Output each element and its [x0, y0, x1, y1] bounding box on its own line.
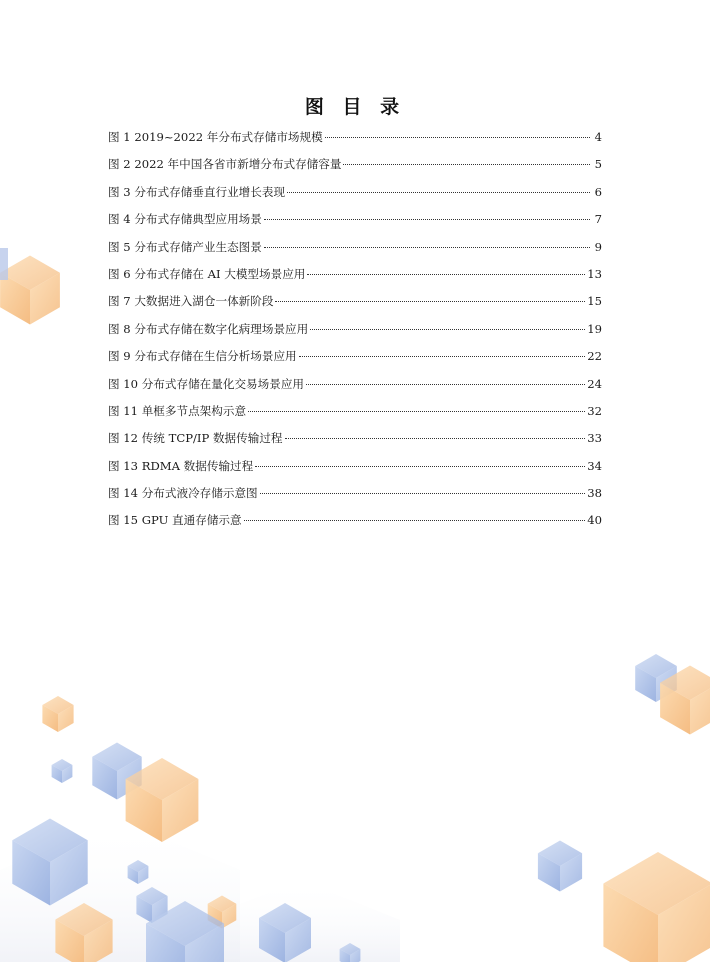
- toc-entry-page-number: 9: [594, 239, 602, 254]
- toc-entry[interactable]: [108, 428, 602, 455]
- toc-entry-page-number: 24: [587, 376, 602, 391]
- toc-entry-page-number: 15: [587, 294, 602, 309]
- toc-entry[interactable]: [108, 456, 602, 483]
- toc-entry-label: 图 1 2019~2022 年分布式存储市场规模: [108, 130, 323, 144]
- toc-entry-page-number: 32: [587, 403, 602, 418]
- toc-entry[interactable]: [108, 237, 602, 264]
- dot-leader: [244, 519, 586, 521]
- toc-entry-label: 图 2 2022 年中国各省市新增分布式存储容量: [108, 157, 342, 172]
- toc-entry-label: 图 14 分布式液冷存储示意图: [108, 486, 258, 501]
- dot-leader: [310, 328, 585, 330]
- dot-leader: [287, 191, 590, 193]
- toc-entry-label: 图 11 单框多节点架构示意: [108, 403, 247, 418]
- toc-entry-label: 图 4 分布式存储典型应用场景: [108, 212, 262, 227]
- toc-entry[interactable]: [108, 182, 602, 209]
- dot-leader: [307, 273, 585, 275]
- toc-entry[interactable]: [108, 264, 602, 291]
- toc-entry[interactable]: [108, 319, 602, 346]
- toc-entry-label: 图 15 GPU 直通存储示意: [108, 513, 242, 528]
- toc-entry-page-number: 38: [587, 486, 602, 501]
- toc-entry[interactable]: [108, 346, 602, 373]
- toc-entry-page-number: 7: [594, 212, 602, 227]
- toc-entry[interactable]: [108, 127, 602, 154]
- toc-entry[interactable]: [108, 374, 602, 401]
- toc-entry-label: 图 10 分布式存储在量化交易场景应用: [108, 376, 305, 391]
- toc-entry-label: 图 12 传统 TCP/IP 数据传输过程: [108, 431, 283, 446]
- toc-entry-page-number: 33: [587, 431, 602, 446]
- toc-entry-label: 图 6 分布式存储在 AI 大模型场景应用: [108, 266, 306, 281]
- toc-entry-page-number: 13: [587, 266, 602, 281]
- toc-entry-page-number: 34: [587, 458, 602, 473]
- toc-entry-page-number: 6: [594, 184, 602, 199]
- dot-leader: [264, 246, 590, 248]
- left-edge-cube: [0, 256, 60, 325]
- toc-entry-label: 图 8 分布式存储在数字化病理场景应用: [108, 321, 309, 336]
- toc-entry-label: 图 5 分布式存储产业生态图景: [108, 239, 262, 254]
- dot-leader: [264, 218, 590, 220]
- dot-leader: [306, 383, 585, 385]
- toc-entry-page-number: 19: [587, 321, 602, 336]
- toc-entry-page-number: 40: [587, 513, 602, 528]
- page-title: 图 目 录: [304, 96, 406, 118]
- toc-entry-page-number: 22: [587, 349, 602, 364]
- dot-leader: [325, 136, 590, 138]
- dot-leader: [299, 355, 586, 357]
- dot-leader: [255, 465, 585, 467]
- toc-entry[interactable]: [108, 209, 602, 236]
- toc-entry[interactable]: [108, 154, 602, 181]
- dot-leader: [248, 410, 585, 412]
- toc-entry-page-number: 5: [594, 157, 602, 172]
- toc-entry-label: 图 9 分布式存储在生信分析场景应用: [108, 349, 297, 364]
- figure-table-of-contents: [108, 127, 602, 538]
- toc-entry[interactable]: [108, 483, 602, 510]
- toc-entry-label: 图 7 大数据进入湖仓一体新阶段: [108, 294, 274, 309]
- dot-leader: [260, 492, 586, 494]
- toc-entry[interactable]: [108, 401, 602, 428]
- toc-entry-label: 图 13 RDMA 数据传输过程: [108, 458, 254, 473]
- toc-entry[interactable]: [108, 291, 602, 318]
- toc-entry[interactable]: [108, 510, 602, 537]
- dot-leader: [285, 437, 586, 439]
- dot-leader: [275, 300, 585, 302]
- dot-leader: [343, 163, 590, 165]
- toc-entry-label: 图 3 分布式存储垂直行业增长表现: [108, 184, 286, 199]
- toc-entry-page-number: 4: [594, 130, 602, 144]
